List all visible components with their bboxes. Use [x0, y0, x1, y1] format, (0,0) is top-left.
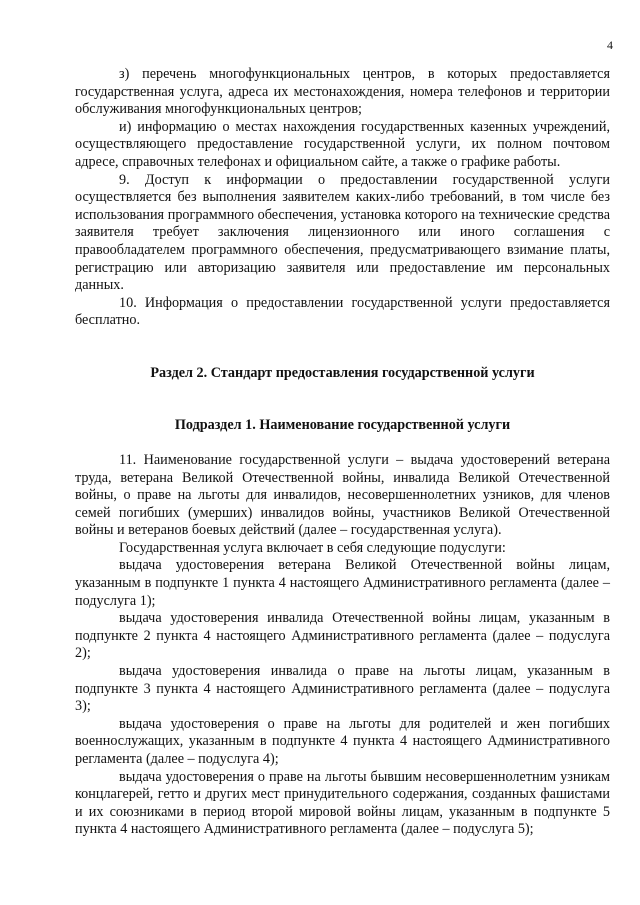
paragraph-11: 11. Наименование государственной услуги – выдача удостоверений ветерана труда, ветерана Великой Отечественной войны, инвалида Великой Отечественной войны, о праве на льготы для инвалидов, несовершеннолетних узников, для членов семей погибших (умерших) инвалидов войны, участников Великой Отечественной войны и ветеранов боевых действий (далее – государственная услуга). [75, 451, 610, 539]
document-body [75, 66, 610, 839]
paragraph-subservice-3: выдача удостоверения инвалида о праве на льготы лицам, указанным в подпункте 3 пункта 4 настоящего Административного регламента (далее – подуслуга 3); [75, 663, 610, 715]
paragraph-subservices-intro: Государственная услуга включает в себя следующие подуслуги: [119, 539, 506, 556]
paragraph-z: з) перечень многофункциональных центров, в которых предоставляется государственная услуга, адреса их местонахождения, номера телефонов и территории обслуживания многофункциональных центров; [75, 66, 610, 118]
subsection-heading: Подраздел 1. Наименование государственной услуги [174, 416, 511, 433]
paragraph-subservice-2: выдача удостоверения инвалида Отечественной войны лицам, указанным в подпункте 2 пункта 4 настоящего Административного регламента (далее – подуслуга 2); [75, 610, 610, 662]
spacer [75, 330, 610, 364]
paragraph-subservice-1: выдача удостоверения ветерана Великой Отечественной войны лицам, указанным в подпункте 1 пункта 4 настоящего Административного регламента (далее – подуслуга 1); [75, 557, 610, 609]
section-heading: Раздел 2. Стандарт предоставления государственной услуги [150, 364, 535, 381]
page-number: 4 [607, 38, 613, 52]
spacer [75, 434, 610, 452]
paragraph-subservice-5: выдача удостоверения о праве на льготы бывшим несовершеннолетним узникам концлагерей, гетто и других мест принудительного содержания, созданных фашистами и их союзниками в период второй мировой войны лицам, указанным в подпункте 5 пункта 4 настоящего Административного регламента (далее – подуслуга 5); [75, 768, 610, 838]
paragraph-10: 10. Информация о предоставлении государственной услуги предоставляется бесплатно. [75, 294, 610, 329]
paragraph-i: и) информацию о местах нахождения государственных казенных учреждений, осуществляющего предоставление государственной услуги, их полном почтовом адресе, справочных телефонах и официальном сайте, а также о графике работы. [75, 118, 610, 170]
spacer [75, 382, 610, 416]
paragraph-9: 9. Доступ к информации о предоставлении государственной услуги осуществляется без выполнения заявителем каких-либо требований, в том числе без использования программного обеспечения, установка которого на технические средства заявителя требует заключения лицензионного или иного соглашения с правообладателем программного обеспечения, предусматривающего взимание платы, регистрацию или авторизацию заявителя или предоставление им персональных данных. [75, 171, 610, 294]
paragraph-subservice-4: выдача удостоверения о праве на льготы для родителей и жен погибших военнослужащих, указанным в подпункте 4 пункта 4 настоящего Административного регламента (далее – подуслуга 4); [75, 715, 610, 767]
